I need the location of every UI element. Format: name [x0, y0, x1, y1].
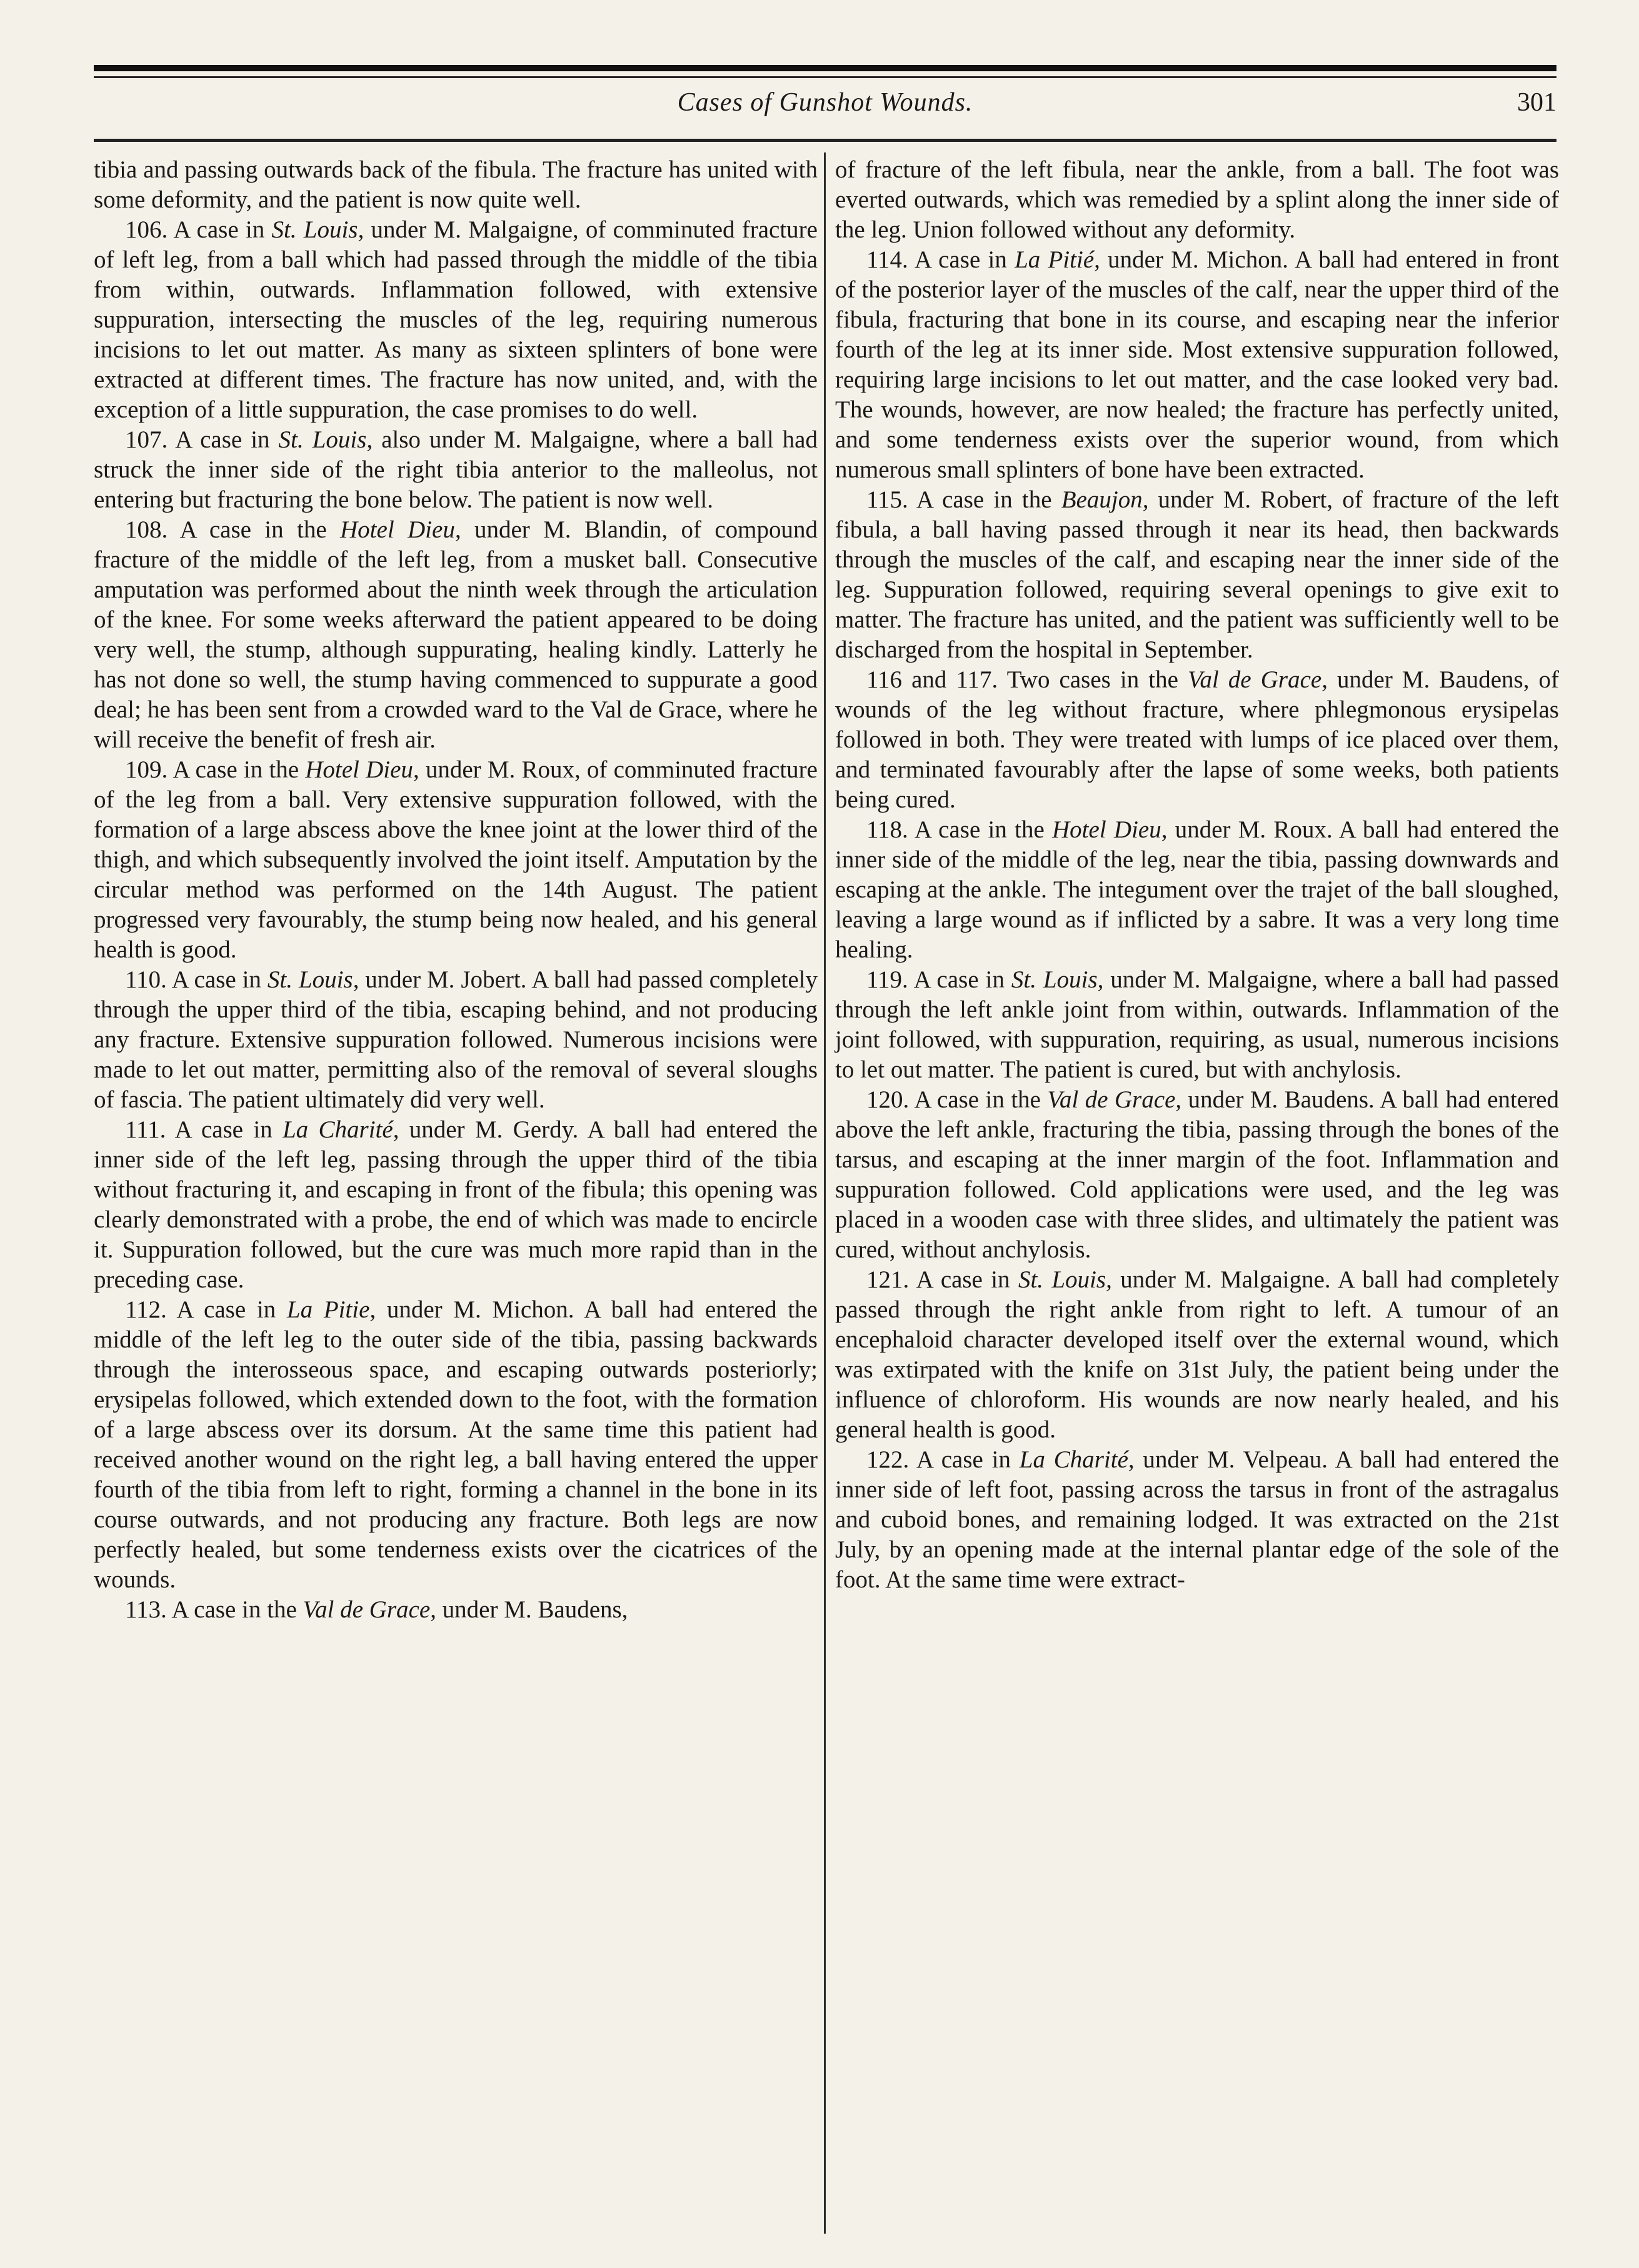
header-rule-thick: [94, 65, 1556, 71]
case-number: 107.: [125, 426, 168, 453]
running-head: [94, 87, 1556, 137]
case-body: under M. Baudens, of wounds of the leg without fracture, where phlegmonous erysipelas followed in both. They were treated with lumps of ice placed over them, and terminated favourably after the lapse of some weeks, both patients being cured.: [835, 666, 1560, 813]
case-number: 121.: [866, 1266, 910, 1293]
case-body: under M. Gerdy. A ball had entered the inner side of the left leg, passing through the upper third of the tibia without fracturing it, and escaping in front of the fibula; this opening was clearly demonstrated with a probe, the end of which was made to encircle it. Suppuration followed, but the cure was much more rapid than in the preceding case.: [94, 1116, 818, 1293]
case-intro: A case in the: [914, 816, 1053, 843]
case-intro: A case in: [916, 1446, 1020, 1473]
case-body: also under M. Malgaigne, where a ball had struck the inner side of the right tibia anterior to the malleolus, not entering but fracturing the bone below. The patient is now well.: [94, 426, 818, 513]
paragraph-text: tibia and passing outwards back of the fibula. The fracture has united with some deformity, and the patient is now quite well.: [94, 156, 818, 213]
running-title: Cases of Gunshot Wounds.: [677, 88, 973, 117]
case-intro: A case in the: [179, 516, 341, 543]
case-number: 106.: [125, 216, 168, 243]
case-number: 109.: [125, 756, 168, 783]
hospital-name: Hotel Dieu,: [305, 756, 419, 783]
case-paragraph: [94, 965, 818, 1115]
page-number: 301: [1517, 88, 1556, 117]
case-intro: A case in: [913, 966, 1011, 993]
case-number: 119.: [866, 966, 908, 993]
case-body: under M. Malgaigne, of comminuted fracture of left leg, from a ball which had passed through the middle of the tibia from within, outwards. Inflammation followed, with extensive suppuration, intersecting the muscles of the leg, requiring numerous incisions to let out matter. As many as sixteen splinters of bone were extracted at different times. The fracture has now united, and, with the exception of a little suppuration, the case promises to do well.: [94, 216, 818, 423]
case-intro: A case in: [175, 426, 279, 453]
case-paragraph: [94, 755, 818, 965]
header-rule-thin: [94, 76, 1556, 78]
case-paragraph: [94, 515, 818, 755]
case-intro: A case in: [174, 1116, 283, 1143]
case-number: 108.: [125, 516, 168, 543]
case-number: 110.: [125, 966, 167, 993]
hospital-name: St. Louis,: [278, 426, 373, 453]
case-body: under M. Roux. A ball had entered the inner side of the middle of the leg, near the tibia, passing downwards and escaping at the ankle. The integument over the trajet of the ball sloughed, leaving a large wound as if inflicted by a sabre. It was a very long time healing.: [835, 816, 1559, 963]
case-number: 116 and 117.: [866, 666, 998, 693]
hospital-name: Val de Grace,: [1047, 1086, 1182, 1113]
case-body: under M. Blandin, of compound fracture of the middle of the left leg, from a musket ball. Consecutive amputation was performed about the ninth week through the articulation of the knee. For some weeks afterward the patient appeared to be doing very well, the stump, although suppurating, healing kindly. Latterly he has not done so well, the stump having commenced to suppurate a good deal; he has been sent from a crowded ward to the Val de Grace, where he will receive the benefit of fresh air.: [94, 516, 818, 753]
case-body: under M. Michon. A ball had entered in front of the posterior layer of the muscles of the calf, near the upper third of the fibula, fracturing that bone in its course, and escaping near the inferior fourth of the leg at its inner side. Most extensive suppuration followed, requiring large incisions to let out matter, and the case looked very bad. The wounds, however, are now healed; the fracture has perfectly united, and some tenderness exists over the superior wound, from which numerous small splinters of bone have been extracted.: [835, 246, 1559, 483]
case-paragraph: [835, 245, 1559, 485]
case-number: 122.: [866, 1446, 910, 1473]
case-paragraph: [94, 1295, 818, 1595]
case-intro: A case in the: [173, 756, 306, 783]
hospital-name: La Pitié,: [1015, 246, 1100, 273]
hospital-name: Val de Grace,: [1187, 666, 1328, 693]
header-bottom-rule: [94, 139, 1556, 142]
hospital-name: La Charité,: [282, 1116, 399, 1143]
hospital-name: Hotel Dieu,: [1052, 816, 1168, 843]
case-body: under M. Malgaigne. A ball had completely passed through the right ankle from right to left. A tumour of an encephaloid character developed itself over the external wound, which was extirpated with the knife on 31st July, the patient being under the influence of chloroform. His wounds are now nearly healed, and his general health is good.: [835, 1266, 1559, 1443]
hospital-name: La Pitie,: [286, 1296, 376, 1323]
case-intro: A case in: [916, 1266, 1018, 1293]
case-paragraph: [94, 1115, 818, 1295]
hospital-name: Beaujon,: [1061, 486, 1149, 513]
hospital-name: Hotel Dieu,: [340, 516, 461, 543]
right-column: [835, 155, 1559, 2230]
hospital-name: St. Louis,: [271, 216, 364, 243]
case-intro: A case in: [176, 1296, 287, 1323]
left-column: [94, 155, 818, 2230]
case-number: 113.: [125, 1596, 167, 1623]
case-intro: A case in the: [914, 1086, 1048, 1113]
hospital-name: La Charité,: [1019, 1446, 1135, 1473]
case-number: 115.: [866, 486, 908, 513]
case-intro: A case in: [173, 216, 272, 243]
continued-paragraph: [835, 155, 1559, 245]
case-number: 118.: [866, 816, 908, 843]
case-body: under M. Jobert. A ball had passed completely through the upper third of the tibia, escaping behind, and not producing any fracture. Extensive suppuration followed. Numerous incisions were made to let out matter, permitting also of the removal of several sloughs of fascia. The patient ultimately did very well.: [94, 966, 818, 1113]
case-body: under M. Michon. A ball had entered the middle of the left leg to the outer side of the tibia, passing backwards through the interosseous space, and escaping outwards posteriorly; erysipelas followed, which extended down to the foot, with the formation of a large abscess over its dorsum. At the same time this patient had received another wound on the right leg, a ball having entered the upper fourth of the tibia from left to right, forming a channel in the bone in its course outwards, and not producing any fracture. Both legs are now perfectly healed, but some tenderness exists over the cicatrices of the wounds.: [94, 1296, 818, 1593]
case-number: 114.: [866, 246, 908, 273]
case-paragraph: [835, 965, 1559, 1085]
case-paragraph: [835, 485, 1559, 665]
case-body: under M. Velpeau. A ball had entered the inner side of left foot, passing across the tarsus in front of the astragalus and cuboid bones, and remaining lodged. It was extracted on the 21st July, by an opening made at the internal plantar edge of the sole of the foot. At the same time were extract-: [835, 1446, 1559, 1593]
case-body: under M. Malgaigne, where a ball had passed through the left ankle joint from within, outwards. Inflammation of the joint followed, with suppuration, requiring, as usual, numerous incisions to let out matter. The patient is cured, but with anchylosis.: [835, 966, 1559, 1083]
hospital-name: St. Louis,: [1011, 966, 1104, 993]
case-paragraph: [835, 1085, 1559, 1265]
case-body: under M. Baudens. A ball had entered above the left ankle, fracturing the tibia, passing through the bones of the tarsus, and escaping at the inner margin of the foot. Inflammation and suppuration followed. Cold applications were used, and the leg was placed in a wooden case with three slides, and ultimately the patient was cured, without anchylosis.: [835, 1086, 1559, 1263]
case-intro: A case in the: [916, 486, 1061, 513]
case-number: 111.: [125, 1116, 166, 1143]
case-paragraph: [94, 425, 818, 515]
case-intro: Two cases in the: [1006, 666, 1188, 693]
case-number: 120.: [866, 1086, 910, 1113]
case-body: under M. Baudens,: [436, 1596, 628, 1623]
continued-paragraph: [94, 155, 818, 215]
column-divider: [824, 152, 826, 2234]
case-paragraph: [835, 1265, 1559, 1445]
case-paragraph: [94, 215, 818, 425]
case-intro: A case in: [914, 246, 1015, 273]
case-body: under M. Robert, of fracture of the left fibula, a ball having passed through it near its head, then backwards through the muscles of the calf, and escaping near the inner side of the leg. Suppuration followed, requiring several openings to give exit to matter. The fracture has united, and the patient was sufficiently well to be discharged from the hospital in September.: [835, 486, 1559, 663]
case-paragraph: [835, 815, 1559, 965]
case-intro: A case in: [171, 966, 268, 993]
case-paragraph: [835, 1445, 1559, 1595]
hospital-name: Val de Grace,: [303, 1596, 436, 1623]
case-body: under M. Roux, of comminuted fracture of the leg from a ball. Very extensive suppuration followed, with the formation of a large abscess above the knee joint at the lower third of the thigh, and which subsequently involved the joint itself. Amputation by the circular method was performed on the 14th August. The patient progressed very favourably, the stump being now healed, and his general health is good.: [94, 756, 818, 963]
hospital-name: St. Louis,: [267, 966, 359, 993]
hospital-name: St. Louis,: [1018, 1266, 1112, 1293]
case-paragraph: [835, 665, 1559, 815]
paragraph-text: of fracture of the left fibula, near the ankle, from a ball. The foot was everted outwards, which was remedied by a splint along the inner side of the leg. Union followed without any deformity.: [835, 156, 1559, 243]
case-paragraph: [94, 1595, 818, 1625]
case-number: 112.: [125, 1296, 167, 1323]
case-intro: A case in the: [171, 1596, 303, 1623]
